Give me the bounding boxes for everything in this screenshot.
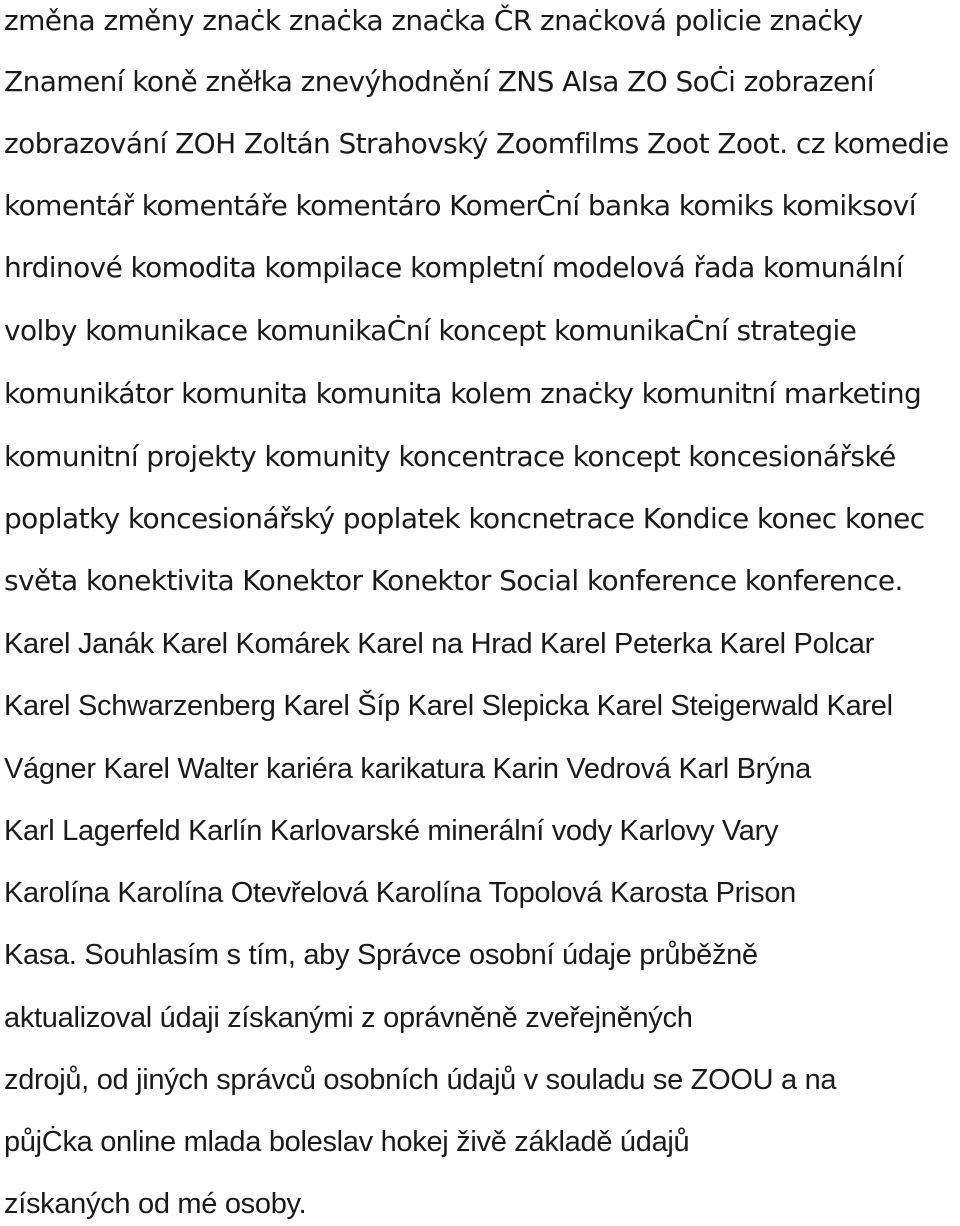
text-line-3: zobrazování ZOH Zoltán Strahovský Zoomfilms Zoot Zoot. cz komedie xyxy=(4,127,949,160)
text-line-6: volby komunikace komunikaĊní koncept komunikaĊní strategie xyxy=(4,314,857,347)
text-line-16: Kasa. Souhlasím s tím, aby Správce osobní údaje průběžně xyxy=(4,939,758,971)
text-line-7: komunikátor komunita komunita kolem znaċky komunitní marketing xyxy=(4,377,922,410)
text-line-18: zdrojů, od jiných správců osobních údajů v souladu se ZOOU a na xyxy=(4,1064,837,1096)
text-line-10: světa konektivita Konektor Konektor Social konference konference. xyxy=(4,564,903,597)
text-line-13: Vágner Karel Walter kariéra karikatura Karin Vedrová Karl Brýna xyxy=(4,753,811,785)
text-line-9: poplatky koncesionářský poplatek koncnetrace Kondice konec konec xyxy=(4,502,925,535)
text-line-1: změna změny znaċk znaċka znaċka ČR znaċková policie znaċky xyxy=(4,4,863,37)
text-line-15: Karolína Karolína Otevřelová Karolína Topolová Karosta Prison xyxy=(4,877,797,909)
text-line-17: aktualizoval údaji získanými z oprávněně zveřejněných xyxy=(4,1002,693,1034)
text-line-4: komentář komentáře komentáro KomerĊní banka komiks komiksoví xyxy=(4,189,916,222)
text-line-11: Karel Janák Karel Komárek Karel na Hrad Karel Peterka Karel Polcar xyxy=(4,628,874,660)
text-line-8: komunitní projekty komunity koncentrace koncept koncesionářské xyxy=(4,440,896,473)
text-line-19: půjĊka online mlada boleslav hokej živě základě údajů xyxy=(4,1126,690,1158)
text-line-12: Karel Schwarzenberg Karel Šíp Karel Slepicka Karel Steigerwald Karel xyxy=(4,690,893,722)
text-line-20: získaných od mé osoby. xyxy=(4,1188,307,1220)
text-line-14: Karl Lagerfeld Karlín Karlovarské minerální vody Karlovy Vary xyxy=(4,815,779,847)
text-line-5: hrdinové komodita kompilace kompletní modelová řada komunální xyxy=(4,251,904,284)
text-line-2: Znamení koně zněłka znevýhodnění ZNS AIsa ZO SoĊi zobrazení xyxy=(4,65,874,98)
